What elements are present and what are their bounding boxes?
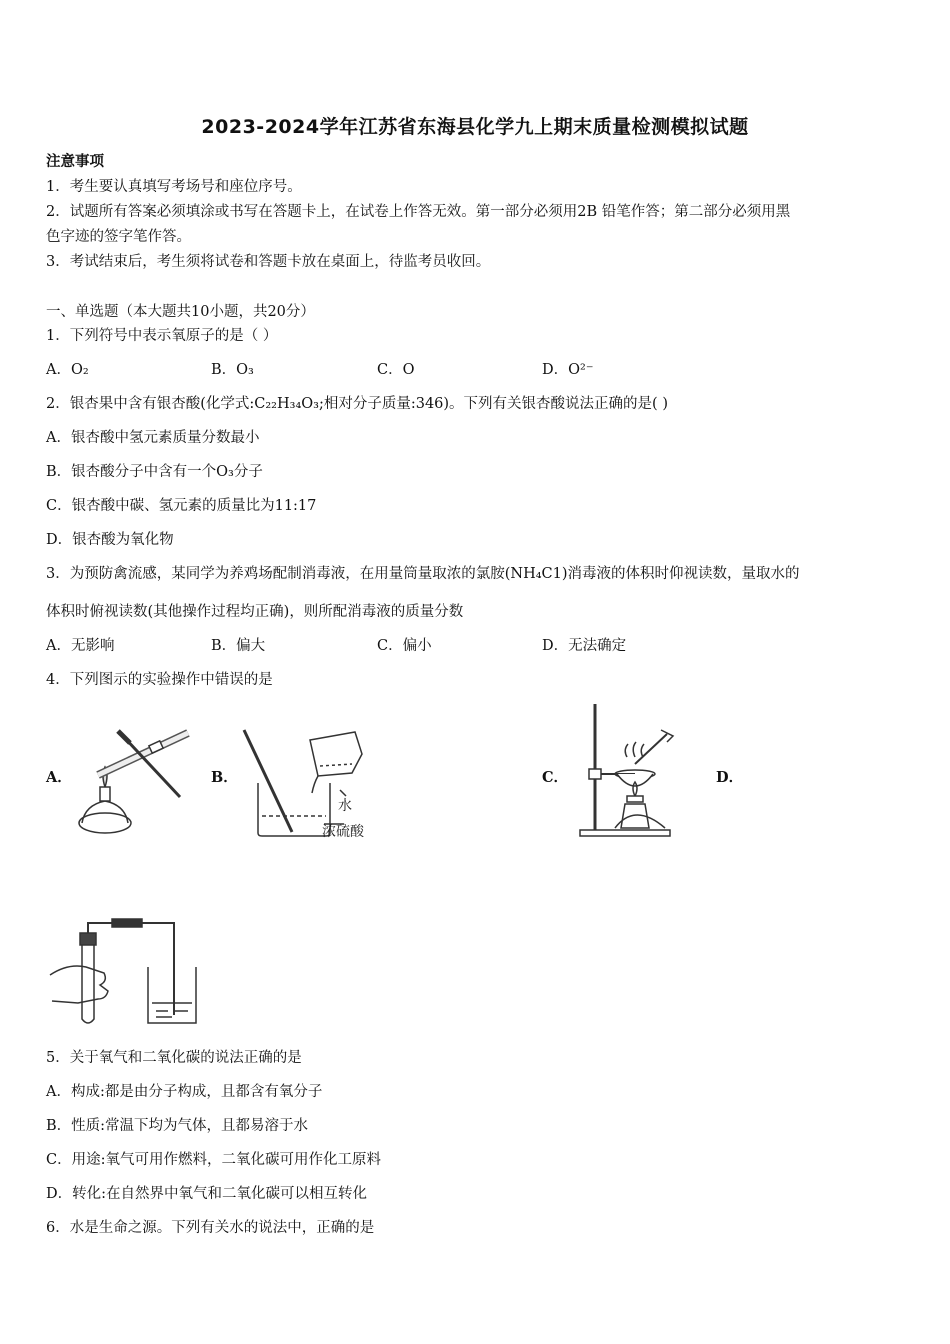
q5-option-d: D．转化:在自然界中氧气和二氧化碳可以相互转化 (46, 1186, 368, 1202)
figure-d-airtightness (48, 915, 208, 1030)
q4-label-c: C． (542, 769, 569, 786)
q1-option-d: D．O²⁻ (542, 362, 594, 378)
page-title: 2023-2024学年江苏省东海县化学九上期末质量检测模拟试题 (201, 116, 749, 138)
q2-option-c: C．银杏酸中碳、氢元素的质量比为11:17 (46, 498, 317, 514)
q3-option-d: D．无法确定 (542, 638, 627, 654)
q3-option-a: A．无影响 (46, 638, 115, 654)
notice-item: 1．考生要认真填写考场号和座位序号。 (46, 179, 302, 195)
figure-b-acid-label: 浓硫酸 (322, 824, 364, 840)
question-2-stem: 2．银杏果中含有银杏酸(化学式:C₂₂H₃₄O₃;相对分子质量:346)。下列有关银杏酸说法正确的是( ) (46, 396, 668, 412)
notice-item: 2．试题所有答案必须填涂或书写在答题卡上，在试卷上作答无效。第一部分必须用2B 铅笔作答；第二部分必须用黑 (46, 204, 791, 220)
question-3-stem: 3．为预防禽流感，某同学为养鸡场配制消毒液，在用量筒量取浓的氯胺(NH₄C1)消毒液的体积时仰视读数，量取水的 (46, 566, 800, 582)
question-3-stem-cont: 体积时俯视读数(其他操作过程均正确)，则所配消毒液的质量分数 (46, 604, 464, 620)
question-4-stem: 4．下列图示的实验操作中错误的是 (46, 672, 273, 688)
q5-option-a: A．构成:都是由分子构成，且都含有氧分子 (46, 1084, 323, 1100)
q2-option-d: D．银杏酸为氧化物 (46, 532, 174, 548)
figure-b-water-label: 水 (338, 798, 352, 814)
notice-item: 色字迹的签字笔作答。 (46, 229, 191, 245)
q2-option-a: A．银杏酸中氢元素质量分数最小 (46, 430, 260, 446)
q5-option-b: B．性质:常温下均为气体，且都易溶于水 (46, 1118, 309, 1134)
question-1-stem: 1．下列符号中表示氧原子的是（ ） (46, 328, 278, 344)
question-5-stem: 5．关于氧气和二氧化碳的说法正确的是 (46, 1050, 302, 1066)
figure-b-dilution (240, 728, 385, 843)
q3-option-c: C．偏小 (377, 638, 432, 654)
q1-option-c: C．O (377, 362, 415, 378)
q2-option-b: B．银杏酸分子中含有一个O₃分子 (46, 464, 263, 480)
q4-label-b: B． (211, 769, 238, 786)
q1-option-b: B．O₃ (211, 362, 254, 378)
q1-option-a: A．O₂ (46, 362, 89, 378)
q4-label-a: A． (46, 769, 72, 786)
q5-option-c: C．用途:氧气可用作燃料，二氧化碳可用作化工原料 (46, 1152, 381, 1168)
figure-a-heating-tube (70, 725, 190, 840)
q4-label-d: D． (716, 769, 744, 786)
notice-heading: 注意事项 (46, 153, 104, 170)
question-6-stem: 6．水是生命之源。下列有关水的说法中，正确的是 (46, 1220, 375, 1236)
notice-item: 3．考试结束后，考生须将试卷和答题卡放在桌面上，待监考员收回。 (46, 254, 491, 270)
section-heading: 一、单选题（本大题共10小题，共20分） (46, 304, 315, 320)
q3-option-b: B．偏大 (211, 638, 266, 654)
figure-c-evaporation (575, 702, 700, 842)
